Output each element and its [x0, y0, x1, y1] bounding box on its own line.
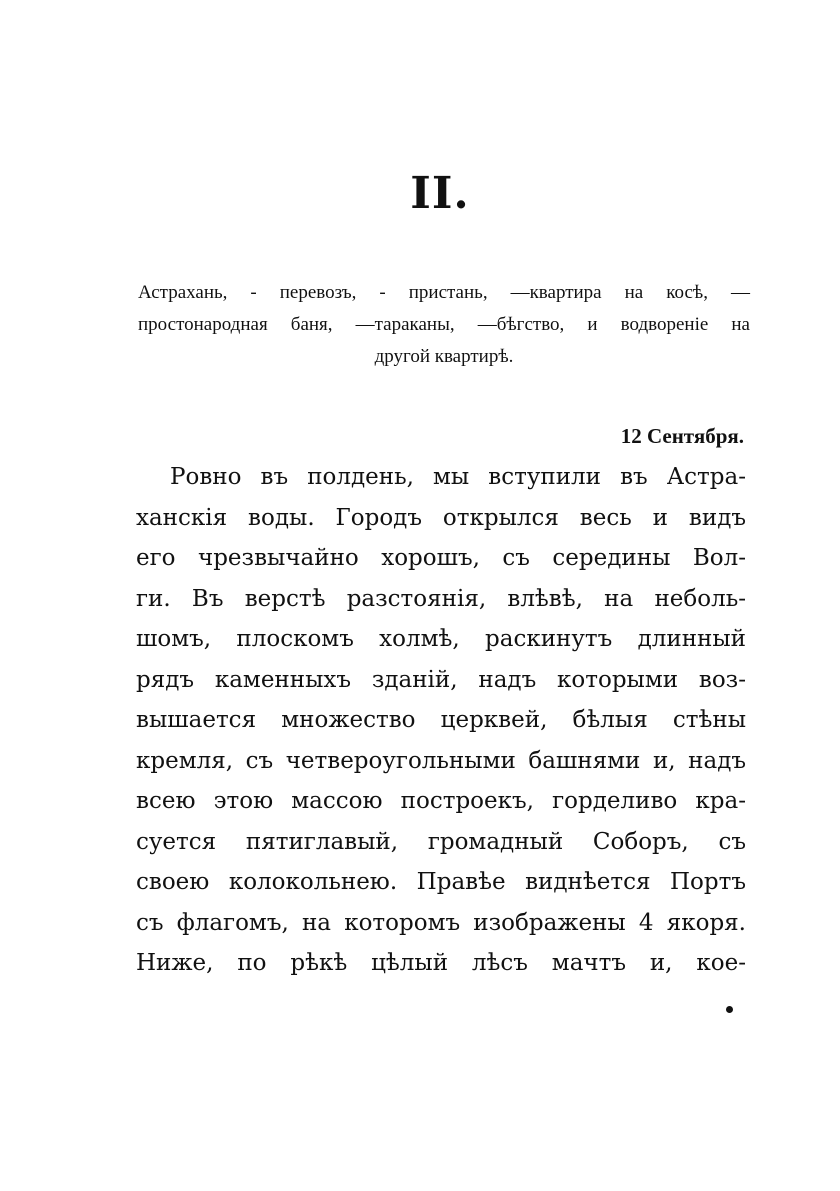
text-line: всею этою массою построекъ, горделиво кра-: [136, 788, 746, 814]
text-line: Ниже, по рѣкѣ цѣлый лѣсъ мачтъ и, кое-: [136, 950, 746, 976]
ink-dot-mark: [726, 1006, 733, 1013]
text-line: его чрезвычайно хорошъ, съ середины Вол-: [136, 545, 746, 571]
text-line: ханскія воды. Городъ открылся весь и видъ: [136, 504, 746, 531]
text-line: Ровно въ полдень, мы вступили въ Астра-: [170, 464, 746, 490]
text-line: своею колокольнею. Правѣе виднѣется Портъ: [136, 869, 746, 895]
chapter-summary: [138, 277, 750, 373]
text-line: съ флагомъ, на которомъ изображены 4 якоря.: [136, 909, 746, 936]
text-line: кремля, съ четвероугольными башнями и, надъ: [136, 747, 746, 774]
chapter-number: II.: [410, 168, 470, 219]
summary-line: простонародная баня, —тараканы, —бѣгство, и водвореніе на: [138, 314, 750, 335]
text-line: рядъ каменныхъ зданій, надъ которыми воз-: [136, 666, 746, 693]
text-line: шомъ, плоскомъ холмѣ, раскинутъ длинный: [136, 626, 746, 652]
text-line: вышается множество церквей, бѣлыя стѣны: [136, 707, 746, 733]
entry-date: 12 Сентября.: [620, 424, 744, 448]
summary-line: Астрахань, - перевозъ, - пристань, —квартира на косѣ, —: [138, 282, 750, 303]
text-line: ги. Въ верстѣ разстоянія, влѣвѣ, на неболь-: [136, 585, 746, 612]
body-paragraph: [136, 457, 746, 984]
text-line: суется пятиглавый, громадный Соборъ, съ: [136, 828, 746, 855]
summary-line: другой квартирѣ.: [374, 346, 514, 367]
